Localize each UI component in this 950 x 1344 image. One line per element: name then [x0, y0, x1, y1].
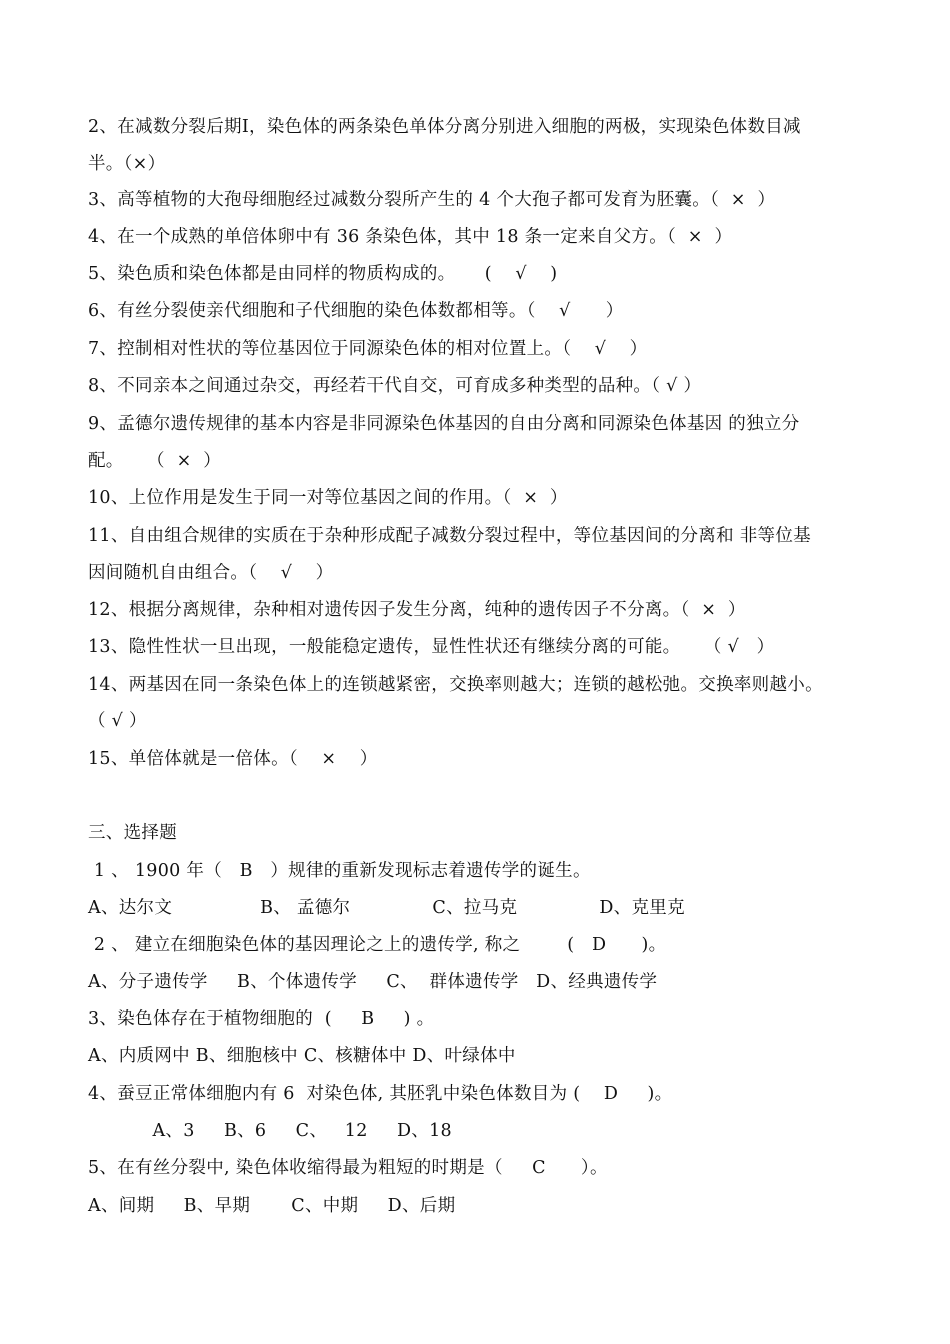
choice-line: 2 、 建立在细胞染色体的基因理论之上的遗传学, 称之 ( D )。 — [88, 935, 667, 955]
judgment-line: 9、孟德尔遗传规律的基本内容是非同源染色体基因的自由分离和同源染色体基因 的独立分 — [88, 414, 800, 434]
section-heading: 三、选择题 — [88, 823, 177, 843]
judgment-line: 13、隐性性状一旦出现，一般能稳定遗传，显性性状还有继续分离的可能。 （ √ ） — [88, 637, 775, 657]
judgment-line: 4、在一个成熟的单倍体卵中有 36 条染色体，其中 18 条一定来自父方。（ × ） — [88, 227, 733, 247]
choice-line: A、3 B、6 C、 12 D、18 — [88, 1121, 452, 1141]
judgment-line: 8、不同亲本之间通过杂交，再经若干代自交，可育成多种类型的品种。（ √ ） — [88, 376, 702, 396]
judgment-line: （ √ ） — [88, 711, 147, 731]
choice-line: A、分子遗传学 B、个体遗传学 C、 群体遗传学 D、经典遗传学 — [88, 972, 658, 992]
choice-line: 1 、 1900 年（ B ）规律的重新发现标志着遗传学的诞生。 — [88, 861, 591, 881]
choice-line: A、达尔文 B、 孟德尔 C、拉马克 D、克里克 — [88, 898, 685, 918]
judgment-line: 3、高等植物的大孢母细胞经过减数分裂所产生的 4 个大孢子都可发育为胚囊。（ × ） — [88, 190, 776, 210]
choice-line: 4、蚕豆正常体细胞内有 6 对染色体, 其胚乳中染色体数目为 ( D )。 — [88, 1084, 673, 1104]
judgment-line: 6、有丝分裂使亲代细胞和子代细胞的染色体数都相等。（ √ ） — [88, 301, 624, 321]
judgment-line: 12、根据分离规律，杂种相对遗传因子发生分离，纯种的遗传因子不分离。（ × ） — [88, 600, 746, 620]
judgment-line: 7、控制相对性状的等位基因位于同源染色体的相对位置上。（ √ ） — [88, 339, 648, 359]
judgment-line: 5、染色质和染色体都是由同样的物质构成的。 ( √ ) — [88, 264, 558, 284]
judgment-line: 11、自由组合规律的实质在于杂种形成配子减数分裂过程中，等位基因间的分离和 非等位基 — [88, 526, 811, 546]
choice-line: 5、在有丝分裂中, 染色体收缩得最为粗短的时期是（ C ）。 — [88, 1158, 608, 1178]
judgment-line: 10、上位作用是发生于同一对等位基因之间的作用。（ × ） — [88, 488, 568, 508]
judgment-line: 配。 （ × ） — [88, 451, 222, 471]
judgment-line: 15、单倍体就是一倍体。（ × ） — [88, 749, 378, 769]
choice-line: A、间期 B、早期 C、中期 D、后期 — [88, 1196, 456, 1216]
judgment-line: 因间随机自由组合。（ √ ） — [88, 563, 334, 583]
judgment-line: 2、在减数分裂后期Ⅰ，染色体的两条染色单体分离分别进入细胞的两极，实现染色体数目减 — [88, 117, 801, 137]
choice-line: A、内质网中 B、细胞核中 C、核糖体中 D、叶绿体中 — [88, 1046, 516, 1066]
choice-line: 3、染色体存在于植物细胞的 ( B ) 。 — [88, 1009, 435, 1029]
judgment-line: 半。（×） — [88, 154, 166, 174]
judgment-line: 14、两基因在同一条染色体上的连锁越紧密，交换率则越大；连锁的越松弛。交换率则越小。 — [88, 675, 823, 695]
